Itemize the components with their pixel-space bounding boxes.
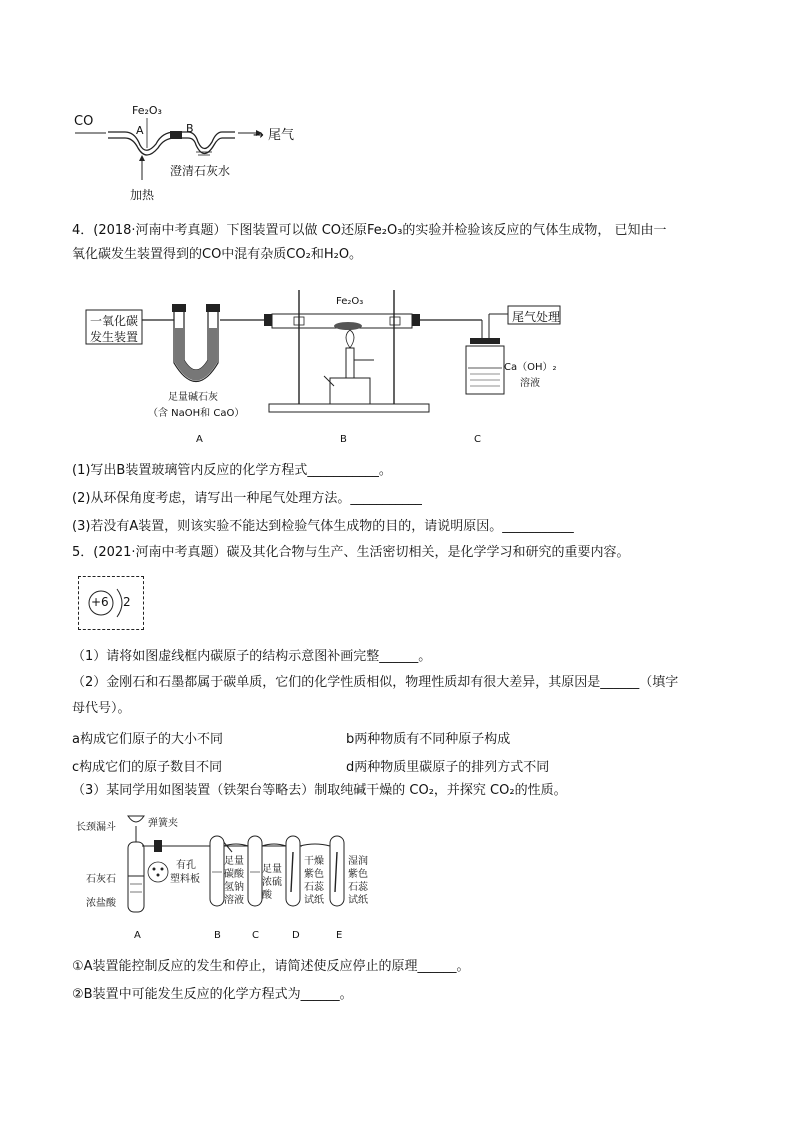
q4-sub2: (2)从环保角度考虑，请写出一种尾气处理方法。___________ [72, 491, 422, 506]
q5-sub1: （1）请将如图虚线框内碳原子的结构示意图补画完整______。 [72, 649, 432, 664]
soda-lime-label: 足量碱石灰 [168, 392, 218, 403]
clamp-label: 弹簧夹 [148, 818, 178, 829]
heat-label: 加热 [130, 188, 155, 202]
q5-label-c: C [252, 930, 259, 941]
d-label-4: 试纸 [304, 895, 324, 906]
q4-apparatus-diagram [84, 288, 574, 453]
funnel-label: 长颈漏斗 [76, 822, 116, 833]
q5-sub2-line1: （2）金刚石和石墨都属于碳单质，它们的化学性质相似，物理性质却有很大差异，其原因是______（填字 [72, 675, 679, 690]
q5-label-b: B [214, 930, 221, 941]
figure-q5-apparatus [72, 812, 392, 947]
q5-label-a: A [134, 930, 141, 941]
figure-co-reduction [70, 100, 310, 210]
q4-label-a: A [196, 434, 203, 445]
co-reduction-diagram [70, 100, 310, 210]
e-label-2: 紫色 [348, 869, 368, 880]
atom-shell-label: 2 [123, 595, 131, 609]
q5-intro: 5．(2021·河南中考真题）碳及其化合物与生产、生活密切相关，是化学学习和研究的重要内容。 [72, 545, 630, 560]
hcl-label: 浓盐酸 [86, 898, 116, 909]
option-b: b两种物质有不同种原子构成 [346, 732, 511, 747]
caoh2-label: Ca（OH）₂ [504, 362, 557, 373]
b-label-4: 溶液 [224, 895, 244, 906]
option-a: a构成它们原子的大小不同 [72, 732, 223, 747]
soda-lime-note: （含 NaOH和 CaO） [148, 408, 245, 419]
q5-label-e: E [336, 930, 343, 941]
figure-q4-apparatus [84, 288, 574, 453]
q4-intro-line1: 4．(2018·河南中考真题）下图装置可以做 CO还原Fe₂O₃的实验并检验该反应的气体生成物， 已知由一 [72, 223, 667, 238]
e-label-4: 试纸 [348, 895, 368, 906]
label-a: A [136, 124, 144, 137]
option-d: d两种物质里碳原子的排列方式不同 [346, 760, 550, 775]
tail-treatment-label: 尾气处理 [512, 310, 561, 324]
d-label-1: 干燥 [304, 856, 324, 867]
carbon-atom-diagram [79, 577, 143, 629]
limestone-label: 石灰石 [86, 874, 116, 885]
e-label-3: 石蕊 [348, 882, 368, 893]
b-label-1: 足量 [224, 856, 244, 867]
generator-label-2: 发生装置 [90, 330, 139, 344]
porous-label-2: 塑料板 [170, 874, 200, 885]
q4-label-b: B [340, 434, 347, 445]
q4-fe2o3-label: Fe₂O₃ [336, 296, 364, 307]
co-label: CO [74, 114, 94, 129]
porous-label-1: 有孔 [176, 860, 196, 871]
e-label-1: 湿润 [348, 856, 368, 867]
q4-sub3: (3)若没有A装置，则该实验不能达到检验气体生成物的目的，请说明原因。___________ [72, 519, 574, 534]
fe2o3-label: Fe₂O₃ [132, 104, 162, 117]
b-label-3: 氢钠 [224, 882, 244, 893]
label-b: B [186, 122, 194, 135]
q4-intro-line2: 氧化碳发生装置得到的CO中混有杂质CO₂和H₂O。 [72, 247, 363, 262]
q5-sub2-line2: 母代号）。 [72, 701, 131, 716]
option-c: c构成它们的原子数目不同 [72, 760, 223, 775]
d-label-3: 石蕊 [304, 882, 324, 893]
c-label-1: 足量 [262, 864, 282, 875]
q4-sub1: (1)写出B装置玻璃管内反应的化学方程式___________。 [72, 463, 392, 478]
q5-label-d: D [292, 930, 300, 941]
b-label-2: 碳酸 [224, 869, 244, 880]
q5-item2: ②B装置中可能发生反应的化学方程式为______。 [72, 987, 353, 1002]
c-label-3: 酸 [262, 890, 272, 901]
q4-label-c: C [474, 434, 481, 445]
solution-label: 溶液 [520, 378, 540, 389]
c-label-2: 浓硫 [262, 877, 282, 888]
limewater-label: 澄清石灰水 [170, 164, 231, 178]
atom-nucleus-label: +6 [91, 595, 109, 609]
tail-gas-label: → 尾气 [253, 128, 295, 143]
d-label-2: 紫色 [304, 869, 324, 880]
generator-label-1: 一氧化碳 [90, 314, 139, 328]
q5-item1: ①A装置能控制反应的发生和停止，请简述使反应停止的原理______。 [72, 959, 470, 974]
q5-sub3: （3）某同学用如图装置（铁架台等略去）制取纯碱干燥的 CO₂，并探究 CO₂的性质。 [72, 783, 567, 798]
atom-diagram-box [78, 576, 144, 630]
